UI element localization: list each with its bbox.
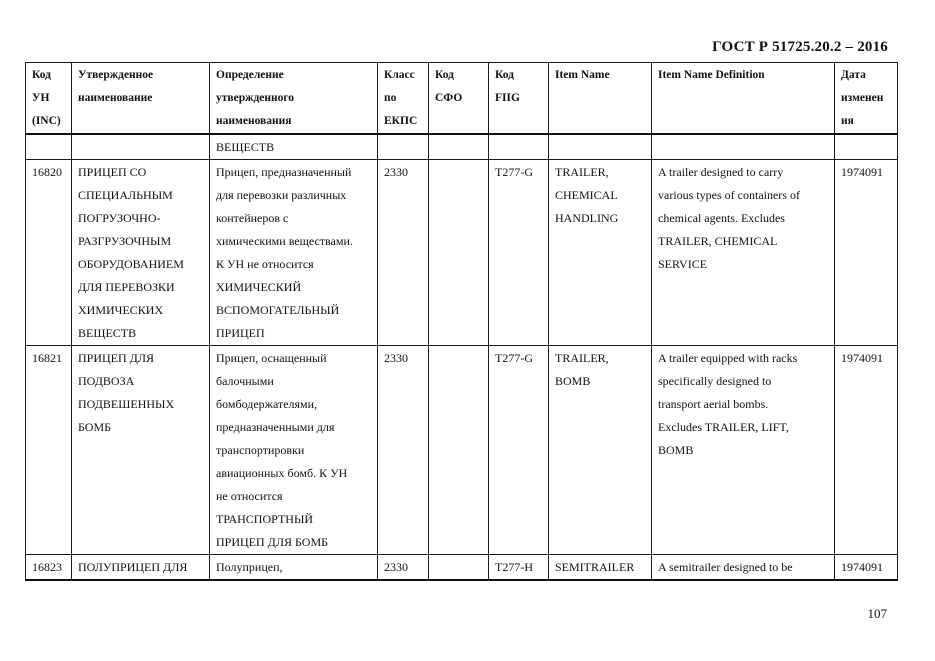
cell-line: РАЗГРУЗОЧНЫМ [78, 234, 172, 248]
column-header-code-un [26, 63, 72, 135]
cell-line: ПРИЦЕП ДЛЯ БОМБ [216, 535, 329, 549]
header-line: Класс [384, 69, 415, 81]
cell-line: CHEMICAL [555, 188, 618, 202]
cell-code-sfo [429, 346, 489, 555]
cell-code-sfo [429, 160, 489, 346]
header-line: Код [495, 69, 515, 81]
cell-date-changed [835, 160, 898, 346]
cell-line: BOMB [555, 374, 591, 388]
table-header-row [26, 63, 898, 135]
cell-line: TRAILER, [555, 165, 609, 179]
cell-line: БОМБ [78, 420, 112, 434]
cell-item-definition [652, 160, 835, 346]
column-header-item-name [549, 63, 652, 135]
header-line: утвержденного [216, 92, 295, 104]
table-row [26, 160, 898, 346]
cell-value: 16820 [32, 165, 62, 179]
header-line: Код [32, 69, 52, 81]
cell-line: балочными [216, 374, 274, 388]
header-line: Item Name Definition [658, 69, 765, 81]
cell-approved-name [72, 134, 210, 160]
cell-line: бомбодержателями, [216, 397, 318, 411]
cell-value: 16823 [32, 560, 62, 574]
cell-class-ekps [378, 346, 429, 555]
cell-date-changed [835, 134, 898, 160]
cell-definition-ru [210, 346, 378, 555]
cell-value: 1974091 [841, 351, 883, 365]
cell-value: T277-H [495, 560, 533, 574]
cell-line: транспортировки [216, 443, 305, 457]
cell-line: не относится [216, 489, 283, 503]
cell-approved-name [72, 555, 210, 581]
cell-line: авиационных бомб. К УН [216, 466, 348, 480]
nomenclature-table [25, 62, 898, 581]
table-row [26, 346, 898, 555]
cell-definition-ru [210, 555, 378, 581]
cell-line: для перевозки различных [216, 188, 347, 202]
column-header-definition-ru [210, 63, 378, 135]
cell-line: ВЕЩЕСТВ [78, 326, 137, 340]
column-header-item-definition [652, 63, 835, 135]
header-line: Дата [841, 69, 866, 81]
cell-line: ПРИЦЕП ДЛЯ [78, 351, 154, 365]
header-line: ЕКПС [384, 115, 418, 127]
cell-line: SEMITRAILER [555, 560, 635, 574]
table-row [26, 555, 898, 581]
cell-line: ВСПОМОГАТЕЛЬНЫЙ [216, 303, 340, 317]
cell-line: контейнеров с [216, 211, 289, 225]
cell-item-definition [652, 555, 835, 581]
cell-line: TRAILER, [555, 351, 609, 365]
cell-code-sfo [429, 134, 489, 160]
cell-class-ekps [378, 134, 429, 160]
cell-line: BOMB [658, 443, 694, 457]
header-line: Утвержденное [78, 69, 154, 81]
cell-line: ПОДВЕШЕННЫХ [78, 397, 175, 411]
cell-line: A semitrailer designed to be [658, 560, 793, 574]
cell-definition-ru [210, 134, 378, 160]
cell-line: Excludes TRAILER, LIFT, [658, 420, 789, 434]
cell-value: T277-G [495, 165, 533, 179]
cell-line: SERVICE [658, 257, 708, 271]
cell-code-fiig [489, 134, 549, 160]
cell-line: ПОГРУЗОЧНО- [78, 211, 161, 225]
cell-line: various types of containers of [658, 188, 800, 202]
cell-line: ХИМИЧЕСКИХ [78, 303, 164, 317]
cell-line: transport aerial bombs. [658, 397, 769, 411]
cell-value: 2330 [384, 560, 408, 574]
header-line: Код [435, 69, 455, 81]
cell-line: specifically designed to [658, 374, 772, 388]
cell-line: ВЕЩЕСТВ [216, 140, 275, 154]
header-line: ия [841, 115, 854, 127]
cell-code-un [26, 555, 72, 581]
header-line: Item Name [555, 69, 610, 81]
cell-code-un [26, 160, 72, 346]
cell-line: химическими веществами. [216, 234, 353, 248]
cell-value: 1974091 [841, 165, 883, 179]
column-header-date-changed [835, 63, 898, 135]
cell-item-name [549, 555, 652, 581]
cell-line: Полуприцеп, [216, 560, 283, 574]
cell-line: HANDLING [555, 211, 619, 225]
header-line: изменен [841, 92, 884, 104]
header-line: наименование [78, 92, 153, 104]
cell-line: A trailer equipped with racks [658, 351, 798, 365]
cell-code-un [26, 134, 72, 160]
cell-line: TRAILER, CHEMICAL [658, 234, 778, 248]
header-line: FIIG [495, 92, 520, 104]
cell-line: ПОЛУПРИЦЕП ДЛЯ [78, 560, 188, 574]
cell-item-name [549, 160, 652, 346]
cell-date-changed [835, 555, 898, 581]
cell-item-definition [652, 346, 835, 555]
cell-value: T277-G [495, 351, 533, 365]
cell-code-sfo [429, 555, 489, 581]
cell-line: ПРИЦЕП [216, 326, 265, 340]
cell-class-ekps [378, 555, 429, 581]
document-standard-header: ГОСТ Р 51725.20.2 – 2016 [712, 39, 888, 55]
header-line: (INC) [32, 115, 61, 127]
cell-value: 2330 [384, 165, 408, 179]
cell-line: СПЕЦИАЛЬНЫМ [78, 188, 173, 202]
cell-code-fiig [489, 346, 549, 555]
cell-line: предназначенными для [216, 420, 335, 434]
cell-date-changed [835, 346, 898, 555]
column-header-class-ekps [378, 63, 429, 135]
cell-definition-ru [210, 160, 378, 346]
header-line: наименования [216, 115, 292, 127]
cell-value: 16821 [32, 351, 62, 365]
cell-approved-name [72, 346, 210, 555]
header-line: СФО [435, 92, 463, 104]
cell-code-fiig [489, 160, 549, 346]
cell-line: Прицеп, предназначенный [216, 165, 352, 179]
header-line: Определение [216, 69, 284, 81]
header-line: УН [32, 92, 50, 104]
table-row [26, 134, 898, 160]
cell-item-name [549, 134, 652, 160]
column-header-code-fiig [489, 63, 549, 135]
cell-code-un [26, 346, 72, 555]
cell-item-name [549, 346, 652, 555]
cell-class-ekps [378, 160, 429, 346]
cell-value: 2330 [384, 351, 408, 365]
cell-line: Прицеп, оснащенный [216, 351, 327, 365]
cell-line: ПОДВОЗА [78, 374, 135, 388]
cell-approved-name [72, 160, 210, 346]
cell-line: A trailer designed to carry [658, 165, 784, 179]
page-number: 107 [867, 606, 887, 621]
cell-item-definition [652, 134, 835, 160]
cell-code-fiig [489, 555, 549, 581]
cell-line: ХИМИЧЕСКИЙ [216, 280, 302, 294]
cell-value: 1974091 [841, 560, 883, 574]
cell-line: К УН не относится [216, 257, 314, 271]
table-body [26, 134, 898, 580]
cell-line: ТРАНСПОРТНЫЙ [216, 512, 314, 526]
cell-line: ДЛЯ ПЕРЕВОЗКИ [78, 280, 175, 294]
column-header-approved-name [72, 63, 210, 135]
column-header-code-sfo [429, 63, 489, 135]
cell-line: chemical agents. Excludes [658, 211, 785, 225]
cell-line: ОБОРУДОВАНИЕМ [78, 257, 184, 271]
cell-line: ПРИЦЕП СО [78, 165, 147, 179]
header-line: по [384, 92, 397, 104]
